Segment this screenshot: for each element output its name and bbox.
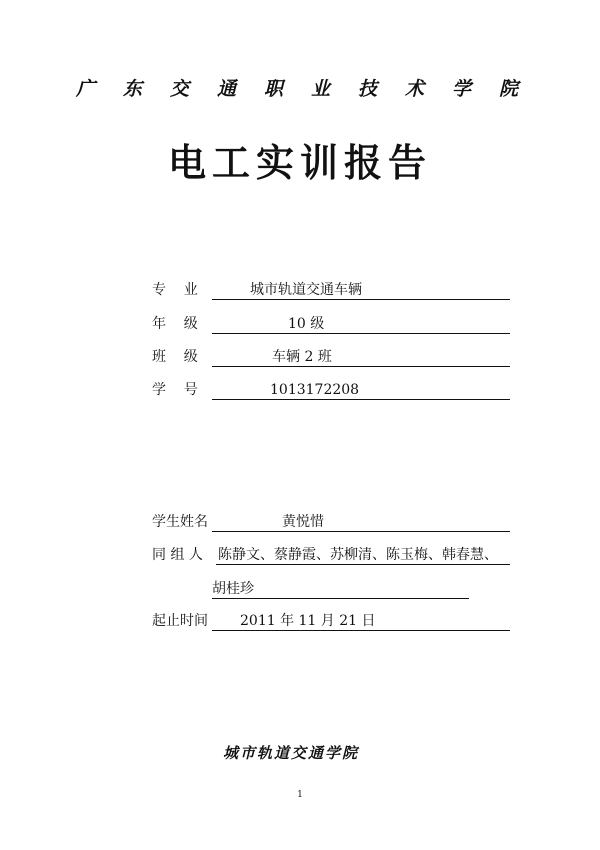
field-class-underline <box>212 346 510 367</box>
report-title: 电工实训报告 <box>167 140 432 185</box>
field-grade-underline <box>212 313 510 334</box>
field-class <box>152 346 512 368</box>
field-group-members-value-line2: 胡桂珍 <box>212 581 254 597</box>
field-group-members-cont <box>152 578 472 600</box>
field-grade-value: 10 级 <box>288 316 325 332</box>
field-group-members <box>152 544 522 566</box>
field-period <box>152 610 512 632</box>
field-student-id-label: 学 号 <box>152 382 198 398</box>
department-name: 城市轨道交通学院 <box>222 744 359 762</box>
field-student-name-label: 学生姓名 <box>152 514 208 530</box>
field-student-id-value: 1013172208 <box>270 382 360 398</box>
field-major-value: 城市轨道交通车辆 <box>250 282 362 298</box>
field-grade <box>152 313 512 335</box>
field-period-label: 起止时间 <box>152 613 208 629</box>
field-student-name-underline <box>212 511 510 532</box>
field-major-label: 专 业 <box>152 282 198 298</box>
field-grade-label: 年 级 <box>152 316 198 332</box>
field-class-value: 车辆 2 班 <box>272 349 332 365</box>
college-name: 广东交通职业技术学院 <box>75 78 546 100</box>
field-class-label: 班 级 <box>152 349 198 365</box>
field-student-name <box>152 511 512 533</box>
page-number: 1 <box>297 790 303 800</box>
field-major <box>152 279 512 301</box>
field-group-members-value: 陈静文、蔡静霞、苏柳清、陈玉梅、韩春慧、 <box>218 547 498 563</box>
field-student-name-value: 黄悦惜 <box>282 514 324 530</box>
field-group-members-label: 同 组 人 <box>152 547 203 563</box>
field-period-value: 2011 年 11 月 21 日 <box>240 613 376 629</box>
field-student-id <box>152 379 512 401</box>
field-student-id-underline <box>212 379 510 400</box>
